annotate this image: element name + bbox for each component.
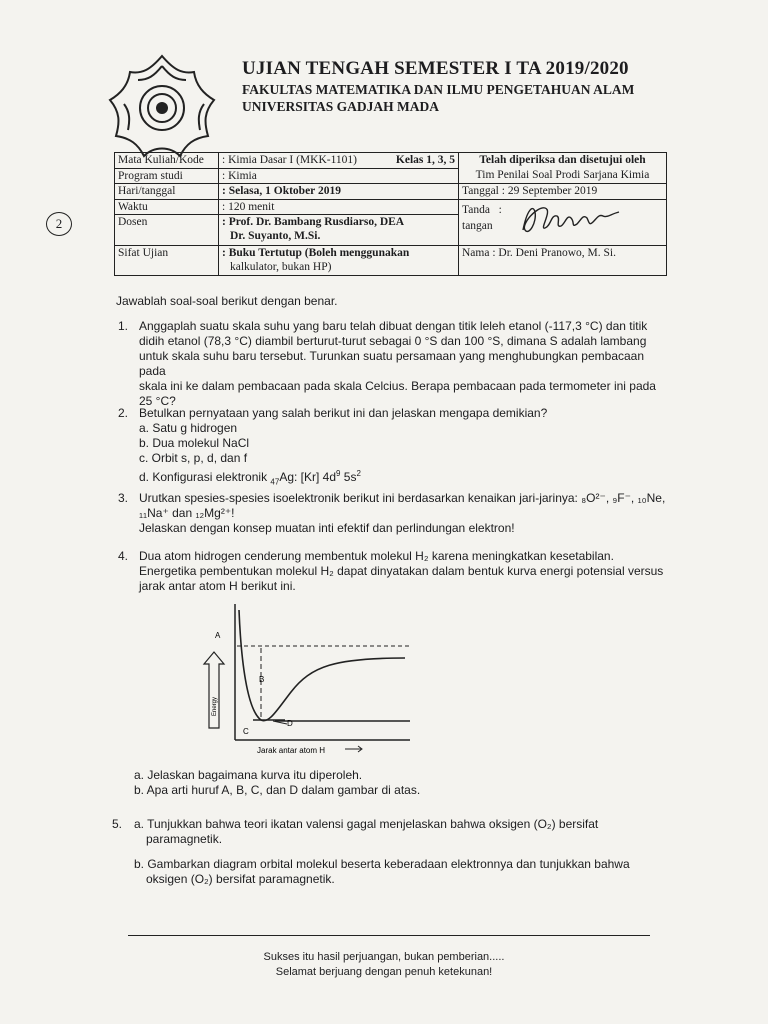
q5-a-line-2: paramagnetik.	[146, 832, 223, 846]
q3-line-3: Jelaskan dengan konsep muatan inti efektif dan perlindungan elektron!	[139, 521, 515, 535]
q3-line-2: ₁₁Na⁺ dan ₁₂Mg²⁺!	[139, 506, 235, 520]
label-dosen: Dosen	[115, 215, 219, 246]
energy-label: Energy	[212, 696, 218, 716]
q4-sub-a: a. Jelaskan bagaimana kurva itu diperoleh.	[134, 768, 363, 782]
value-kelas: Kelas 1, 3, 5	[395, 154, 455, 166]
label-mata-kuliah: Mata Kuliah/Kode	[115, 153, 219, 169]
q2-item-b: b. Dua molekul NaCl	[139, 436, 250, 450]
exam-title: UJIAN TENGAH SEMESTER I TA 2019/2020	[242, 58, 629, 79]
value-dosen-2: Dr. Suyanto, M.Si.	[230, 230, 321, 242]
q1-line-2: didih etanol (78,3 °C) diambil berturut-turut sebagai 0 °S dan 100 °S, dimana S adalah lambang	[139, 334, 647, 348]
label-c: C	[243, 727, 249, 736]
question-3	[139, 491, 669, 536]
label-hari-tanggal: Hari/tanggal	[115, 184, 219, 200]
x-axis-label: Jarak antar atom H	[257, 746, 326, 755]
examiner-name: Nama : Dr. Deni Pranowo, M. Si.	[459, 246, 667, 276]
q4-line-3: jarak antar atom H berikut ini.	[139, 579, 296, 593]
q1-line-3: untuk skala suhu baru tersebut. Turunkan suatu persamaan yang menghubungkan pembacaan pada	[139, 349, 645, 378]
footer-line-2: Selamat berjuang dengan penuh ketekunan!	[275, 966, 493, 978]
q2-d-text: d. Konfigurasi elektronik	[139, 470, 271, 484]
label-tangan: tangan	[462, 220, 493, 232]
label-d: D	[287, 719, 293, 728]
q5-b-line-2: oksigen (O₂) bersifat paramagnetik.	[146, 872, 335, 886]
q1-line-5: 25 °C?	[139, 394, 176, 408]
q1-line-4: skala ini ke dalam pembacaan pada skala Celcius. Berapa pembacaan pada termometer ini pada	[139, 379, 656, 393]
value-hari-tanggal: : Selasa, 1 Oktober 2019	[219, 184, 459, 200]
question-2	[139, 406, 669, 489]
q4-number: 4.	[118, 549, 129, 563]
q2-d-sup1: 9	[336, 469, 341, 478]
q3-line-1: Urutkan spesies-spesies isoelektronik berikut ini berdasarkan kenaikan jari-jarinya: ₈O²⁻, ₉F⁻, ₁₀Ne,	[139, 491, 666, 505]
q4-sub-b: b. Apa arti huruf A, B, C, dan D dalam gambar di atas.	[134, 783, 421, 797]
label-program-studi: Program studi	[115, 168, 219, 184]
signature	[515, 200, 625, 240]
q2-item-d	[139, 466, 669, 489]
q4-line-1: Dua atom hidrogen cenderung membentuk molekul H₂ karena meningkatkan kesetabilan.	[139, 549, 614, 563]
label-waktu: Waktu	[115, 200, 219, 215]
q2-line-1: Betulkan pernyataan yang salah berikut ini dan jelaskan mengapa demikian?	[139, 406, 548, 420]
footer-line-1: Sukses itu hasil perjuangan, bukan pemberian.....	[263, 951, 505, 963]
approval-line-2: Tim Penilai Soal Prodi Sarjana Kimia	[475, 169, 650, 181]
question-5	[134, 817, 664, 887]
label-tanda: Tanda	[462, 204, 490, 216]
value-mata-kuliah: : Kimia Dasar I (MKK-1101)	[222, 154, 357, 166]
question-4-sub	[134, 768, 664, 798]
label-b: B	[259, 675, 265, 684]
potential-curve	[239, 610, 405, 721]
q3-number: 3.	[118, 491, 129, 505]
approval-date: Tanggal : 29 September 2019	[459, 184, 667, 200]
value-dosen-1: : Prof. Dr. Bambang Rusdiarso, DEA	[222, 216, 405, 228]
q5-number: 5.	[112, 817, 123, 831]
exam-info-table	[114, 152, 667, 276]
instruction: Jawablah soal-soal berikut dengan benar.	[116, 294, 338, 308]
university-name: UNIVERSITAS GADJAH MADA	[242, 99, 440, 114]
q5-a-line-1: a. Tunjukkan bahwa teori ikatan valensi gagal menjelaskan bahwa oksigen (O₂) bersifat	[134, 817, 599, 831]
footer-divider	[128, 935, 650, 936]
question-1	[139, 319, 669, 409]
value-program-studi: : Kimia	[219, 168, 459, 184]
q2-d-mid: Ag: [Kr] 4d	[279, 470, 337, 484]
q2-number: 2.	[118, 406, 129, 420]
tanda-colon: :	[498, 204, 502, 216]
q4-line-2: Energetika pembentukan molekul H₂ dapat dinyatakan dalam bentuk kurva energi potensial versus	[139, 564, 664, 578]
potential-energy-figure	[195, 600, 425, 760]
page-number-mark: 2	[46, 212, 72, 236]
label-sifat-ujian: Sifat Ujian	[115, 246, 219, 276]
q2-d-sup2: 2	[356, 469, 361, 478]
q2-d-sub: 47	[270, 477, 280, 487]
ugm-logo	[104, 50, 220, 166]
question-4	[139, 549, 669, 594]
q2-item-a: a. Satu g hidrogen	[139, 421, 238, 435]
value-sifat-ujian-2: kalkulator, bukan HP)	[230, 261, 332, 273]
q5-b-line-1: b. Gambarkan diagram orbital molekul beserta keberadaan elektronnya dan tunjukkan bahwa	[134, 857, 630, 871]
approval-line-1: Telah diperiksa dan disetujui oleh	[479, 154, 646, 166]
faculty-name: FAKULTAS MATEMATIKA DAN ILMU PENGETAHUAN ALAM	[242, 82, 635, 97]
value-sifat-ujian-1: : Buku Tertutup (Boleh menggunakan	[222, 247, 410, 259]
q2-item-c: c. Orbit s, p, d, dan f	[139, 451, 248, 465]
q1-number: 1.	[118, 319, 129, 333]
q1-line-1: Anggaplah suatu skala suhu yang baru telah dibuat dengan titik leleh etanol (-117,3 °C) dan titik	[139, 319, 648, 333]
label-a: A	[215, 631, 221, 640]
q2-d-mid2: 5s	[340, 470, 357, 484]
value-waktu: : 120 menit	[219, 200, 459, 215]
